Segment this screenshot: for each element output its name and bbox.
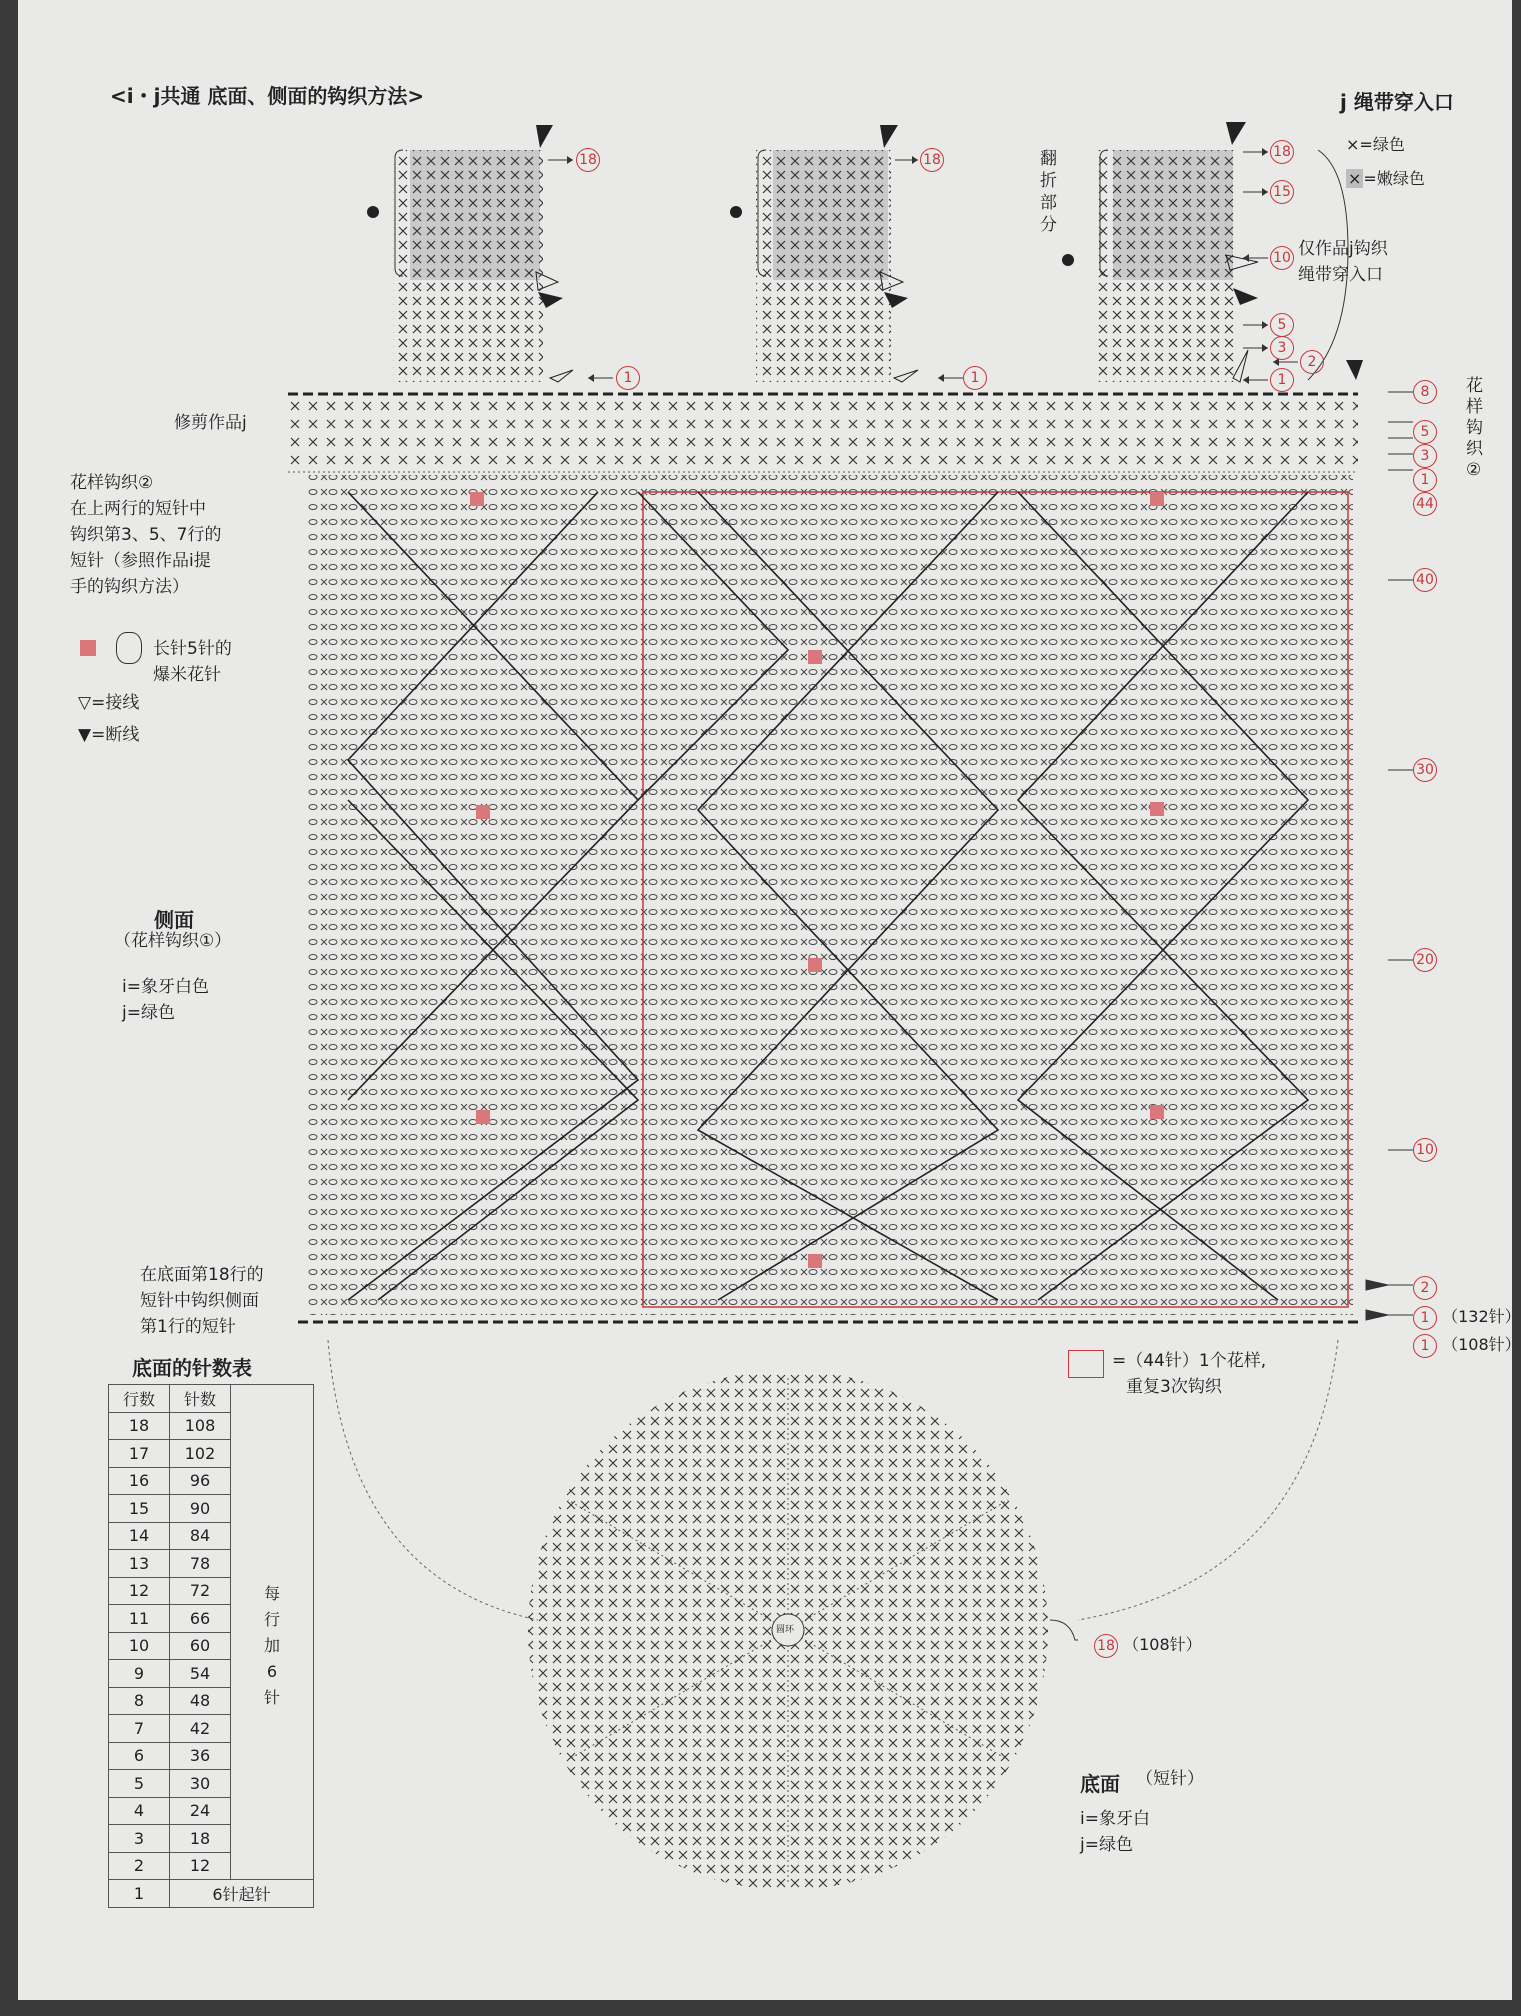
pattern2-line-1: 在上两行的短针中 [70, 499, 206, 519]
bottom-subtitle: （短针） [1136, 1769, 1204, 1789]
row-label-1: 1 [1413, 468, 1437, 492]
row-label-1-108: 1 （108针） [1413, 1332, 1521, 1358]
table-row: 4 24 [109, 1797, 314, 1825]
popcorn-label-2: 爆米花针 [153, 665, 221, 685]
fold-label: 翻折部分 [1040, 149, 1057, 235]
table-row: 17 102 [109, 1440, 314, 1468]
popcorn-label: 长针5针的 [153, 639, 232, 659]
trim-j-label: 修剪作品j [174, 413, 247, 433]
table-row: 18 108 每行加6针 [109, 1412, 314, 1440]
table-row: 5 30 [109, 1770, 314, 1798]
join-legend: ▽=接线 [78, 693, 140, 713]
row-label-44: 44 [1413, 492, 1437, 516]
side-j-color: j=绿色 [122, 1003, 175, 1023]
popcorn-stitch-icon [116, 632, 142, 664]
pattern2-line-4: 手的钩织方法） [70, 577, 189, 597]
tab3-row-15: 15 [1270, 180, 1294, 204]
bottom-note-3: 第1行的短针 [140, 1317, 236, 1337]
row-label-2: 2 [1413, 1276, 1437, 1300]
row-label-40: 40 [1413, 568, 1437, 592]
bottom-j-color: j=绿色 [1080, 1835, 1133, 1855]
table-row: 10 60 [109, 1632, 314, 1660]
page [18, 0, 1521, 2000]
table-row: 6 36 [109, 1742, 314, 1770]
table-row: 8 48 [109, 1687, 314, 1715]
tab1-row-18: 18 [576, 148, 600, 172]
repeat-note-2: 重复3次钩织 [1126, 1377, 1222, 1397]
bottom-note-1: 在底面第18行的 [140, 1265, 264, 1285]
table-side-note: 每行加6针 [263, 1583, 280, 1707]
head-rows: 行数 [109, 1385, 170, 1413]
row-label-30: 30 [1413, 758, 1437, 782]
tab1-row-1: 1 [616, 366, 640, 390]
table-row: 11 66 [109, 1605, 314, 1633]
join-triangle-icon: ▽ [78, 693, 92, 713]
tab3-row-10: 10 [1270, 246, 1294, 270]
bottom-chart [18, 1330, 1512, 1890]
table-row: 15 90 [109, 1495, 314, 1523]
side-i-color: i=象牙白色 [122, 977, 209, 997]
legend-light-green: × =嫩绿色 [1348, 169, 1425, 188]
side-chart [18, 380, 1512, 1340]
only-j-label: 仅作品j钩织 [1298, 239, 1388, 259]
table-row: 12 72 [109, 1577, 314, 1605]
row-label-1-132: 1 （132针） [1413, 1304, 1521, 1330]
cord-entry-title: j 绳带穿入口 [1340, 90, 1454, 114]
table-title: 底面的针数表 [132, 1356, 252, 1380]
tab3-row-18: 18 [1270, 140, 1294, 164]
table-row: 16 96 [109, 1467, 314, 1495]
tab3-row-5: 5 [1270, 313, 1294, 337]
bottom-note-2: 短针中钩织侧面 [140, 1291, 259, 1311]
page-title: <i・j共通 底面、侧面的钩织方法> [110, 84, 425, 108]
tab3-row-2: 2 [1300, 350, 1324, 374]
row-label-20: 20 [1413, 948, 1437, 972]
table-row: 7 42 [109, 1715, 314, 1743]
legend-green: ×=绿色 [1346, 135, 1405, 154]
bottom-row-18: 18 （108针） [1094, 1632, 1202, 1658]
cut-triangle-icon: ▼ [78, 725, 92, 745]
row-label-8: 8 [1413, 380, 1437, 404]
bottom-i-color: i=象牙白 [1080, 1809, 1150, 1829]
popcorn-legend-swatch [80, 640, 96, 656]
x-symbol: × [1346, 135, 1360, 154]
table-row: 13 78 [109, 1550, 314, 1578]
pattern2-title: 花样钩织② [70, 473, 154, 493]
x-symbol-shaded: × [1348, 169, 1362, 188]
tab2-row-18: 18 [920, 148, 944, 172]
tab3-row-1: 1 [1270, 368, 1294, 392]
only-j-label-2: 绳带穿入口 [1298, 265, 1383, 285]
head-stitches: 针数 [170, 1385, 231, 1413]
row-label-5: 5 [1413, 420, 1437, 444]
repeat-note-1: =（44针）1个花样, [1112, 1351, 1267, 1371]
pattern2-vertical: 花样钩织② [1466, 376, 1483, 480]
cut-legend: ▼=断线 [78, 725, 140, 745]
table-row-last: 1 6针起针 [109, 1880, 314, 1908]
table-row: 9 54 [109, 1660, 314, 1688]
row-label-3: 3 [1413, 444, 1437, 468]
magic-ring-label: 圆环 [776, 1625, 795, 1635]
bottom-title: 底面 [1080, 1772, 1120, 1796]
row-label-10: 10 [1413, 1138, 1437, 1162]
side-subtitle: （花样钩织①） [114, 931, 232, 951]
tab3-row-3: 3 [1270, 336, 1294, 360]
pattern2-line-3: 短针（参照作品i提 [70, 551, 211, 571]
pattern2-line-2: 钩织第3、5、7行的 [70, 525, 222, 545]
table-row: 14 84 [109, 1522, 314, 1550]
side-title: 侧面 [154, 908, 194, 932]
table-row: 2 12 [109, 1852, 314, 1880]
tab2-row-1: 1 [963, 366, 987, 390]
table-row: 3 18 [109, 1825, 314, 1853]
